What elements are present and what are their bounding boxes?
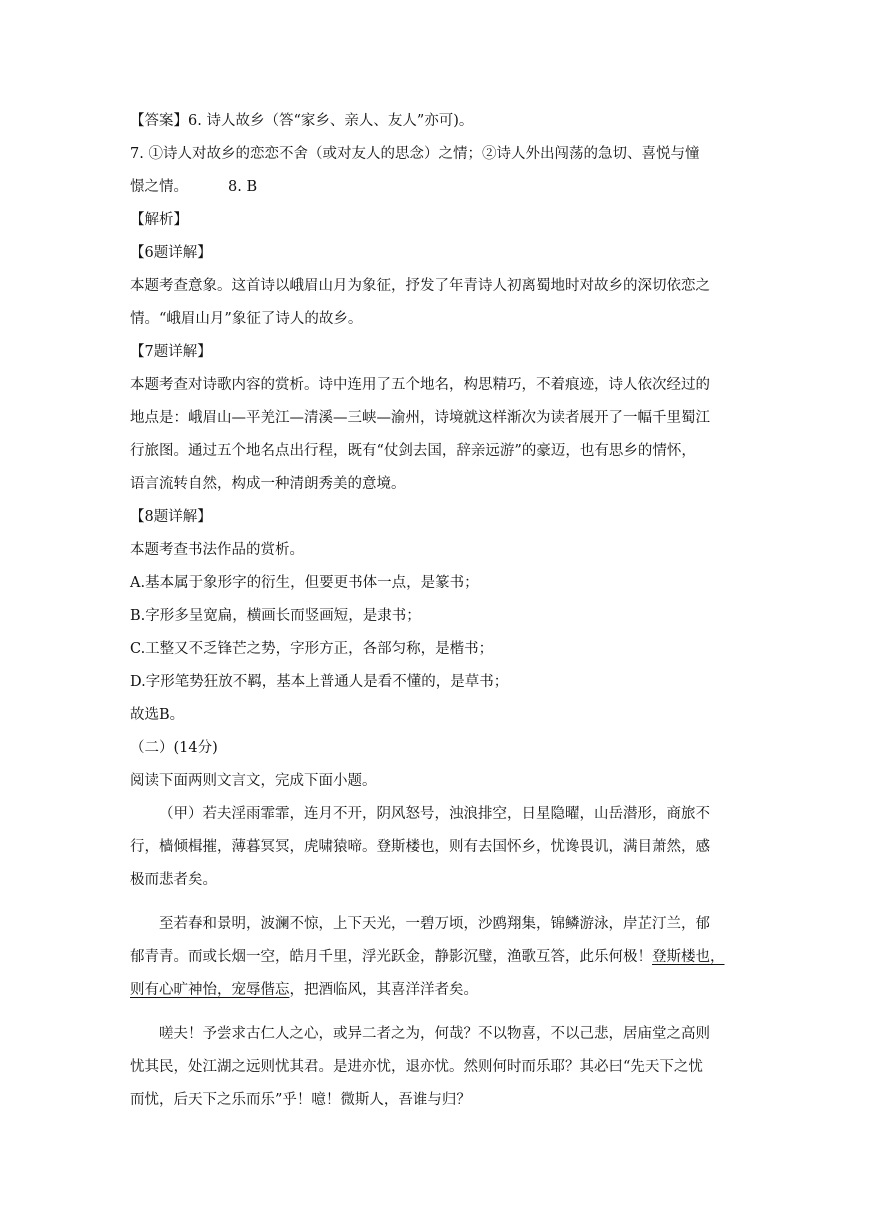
- passage-paragraph-3: 嗟夫！予尝求古仁人之心，或异二者之为，何哉？不以物喜，不以己悲，居庙堂之高则: [159, 1026, 710, 1042]
- q8-option-c: C.工整又不乏锋芒之势，字形方正，各部匀称，是楷书；: [130, 641, 494, 657]
- passage-paragraph-3: 而忧，后天下之乐而乐”乎！噫！微斯人，吾谁与归？: [130, 1092, 471, 1108]
- answer-line-6: 【答案】6. 诗人故乡（答“家乡、亲人、友人”亦可)。: [130, 113, 474, 129]
- passage-paragraph-2: [130, 979, 750, 1001]
- answer-line-7: 7. ①诗人对故乡的恋恋不舍（或对友人的思念）之情；②诗人外出闯荡的急切、喜悦与憧: [130, 146, 700, 162]
- q7-text: 地点是：峨眉山—平羌江—清溪—三峡—渝州，诗境就这样渐次为读者展开了一幅千里蜀江: [130, 410, 710, 426]
- q8-text: 本题考查书法作品的赏析。: [130, 542, 304, 558]
- q6-heading: 【6题详解】: [130, 245, 212, 261]
- document-page: [130, 110, 750, 1111]
- answer-8: 8. B: [228, 179, 258, 195]
- passage-paragraph-1: （甲）若夫淫雨霏霏，连月不开，阴风怒号，浊浪排空，日星隐曜，山岳潜形，商旅不: [159, 806, 710, 822]
- q8-heading: 【8题详解】: [130, 509, 212, 525]
- q8-option-b: B.字形多呈宽扁，横画长而竖画短，是隶书；: [130, 608, 421, 624]
- passage-text: ，把酒临风，其喜洋洋者矣。: [289, 982, 478, 998]
- q8-option-d: D.字形笔势狂放不羁，基本上普通人是看不懂的，是草书；: [130, 674, 509, 690]
- q6-text: 情。“峨眉山月”象征了诗人的故乡。: [130, 311, 363, 327]
- passage-paragraph-2: 至若春和景明，波澜不惊，上下天光，一碧万顷，沙鸥翔集，锦鳞游泳，岸芷汀兰，郁: [159, 916, 710, 932]
- passage-paragraph-1: 行，樯倾楫摧，薄暮冥冥，虎啸猿啼。登斯楼也，则有去国怀乡，忧谗畏讥，满目萧然，感: [130, 839, 710, 855]
- q8-conclusion: 故选B。: [130, 707, 185, 723]
- passage-paragraph-3: 忧其民，处江湖之远则忧其君。是进亦忧，退亦忧。然则何时而乐耶？其必曰“先天下之忧: [130, 1059, 703, 1075]
- analysis-heading: 【解析】: [130, 212, 188, 228]
- passage-paragraph-2: [130, 946, 750, 968]
- section-2-instruction: 阅读下面两则文言文，完成下面小题。: [130, 773, 377, 789]
- section-2-title: （二）(14分): [130, 740, 218, 756]
- q8-option-a: A.基本属于象形字的衍生，但要更书体一点，是篆书；: [130, 575, 479, 591]
- answer-line-7-continued: [130, 176, 750, 198]
- q7-text: 语言流转自然，构成一种清朗秀美的意境。: [130, 476, 406, 492]
- q7-text: 本题考查对诗歌内容的赏析。诗中连用了五个地名，构思精巧，不着痕迹，诗人依次经过的: [130, 377, 710, 393]
- underlined-sentence: 则有心旷神怡，宠辱偕忘: [130, 982, 290, 998]
- q7-text: 行旅图。通过五个地名点出行程，既有“仗剑去国，辞亲远游”的豪迈，也有思乡的情怀，: [130, 443, 696, 459]
- answer-7-end: 憬之情。: [130, 179, 188, 195]
- passage-paragraph-1: 极而悲者矣。: [130, 872, 217, 888]
- q6-text: 本题考查意象。这首诗以峨眉山月为象征，抒发了年青诗人初离蜀地时对故乡的深切依恋之: [130, 278, 710, 294]
- passage-text: 郁青青。而或长烟一空，皓月千里，浮光跃金，静影沉璧，渔歌互答，此乐何极！: [130, 949, 652, 965]
- underlined-sentence: 登斯楼也，: [652, 949, 725, 965]
- q7-heading: 【7题详解】: [130, 344, 212, 360]
